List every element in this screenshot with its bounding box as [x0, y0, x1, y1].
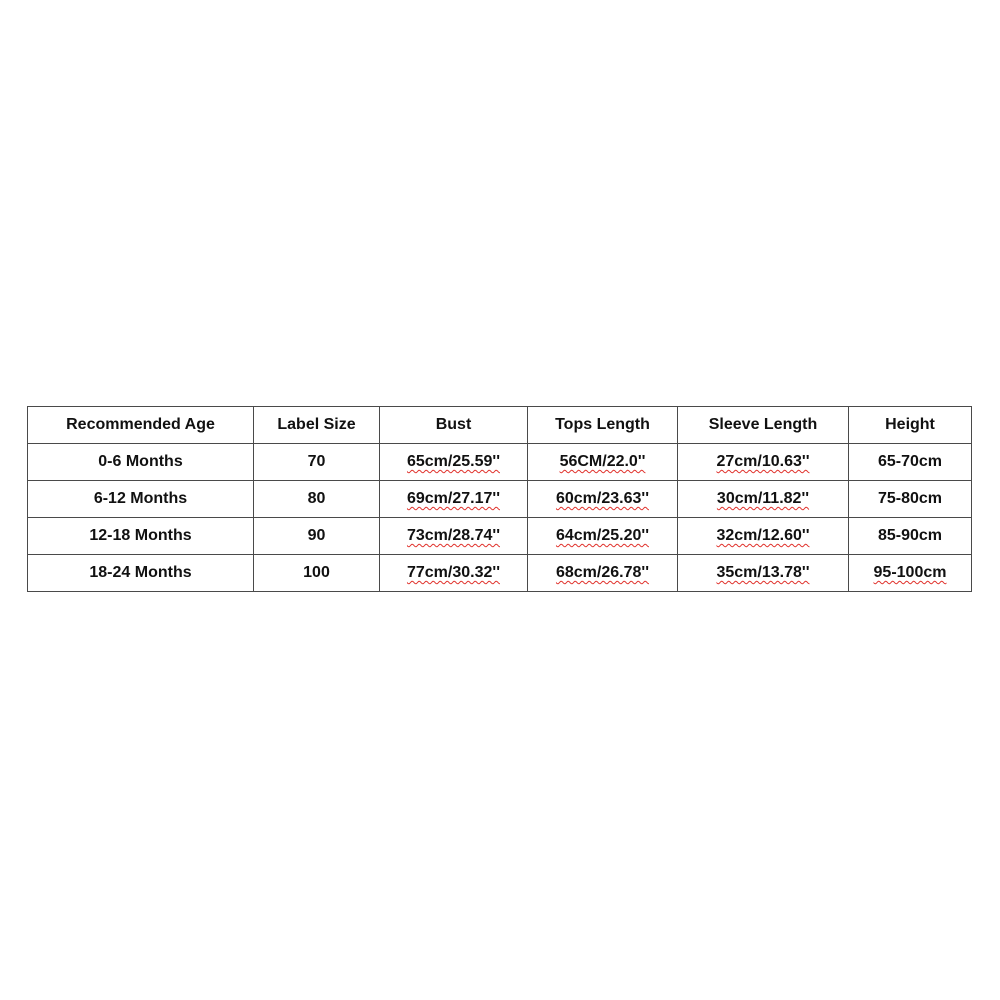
table-row	[28, 518, 972, 555]
cell-age: 6-12 Months	[28, 481, 254, 518]
cell-sleeve-length	[678, 555, 849, 592]
cell-label-size: 100	[254, 555, 380, 592]
header-bust: Bust	[380, 407, 528, 444]
cell-age: 0-6 Months	[28, 444, 254, 481]
header-recommended-age: Recommended Age	[28, 407, 254, 444]
cell-tops-length	[528, 555, 678, 592]
cell-height: 85-90cm	[849, 518, 972, 555]
cell-sleeve-length-text: 35cm/13.78''	[716, 564, 810, 581]
cell-bust	[380, 444, 528, 481]
cell-age: 18-24 Months	[28, 555, 254, 592]
cell-tops-length	[528, 518, 678, 555]
cell-sleeve-length	[678, 444, 849, 481]
table-row	[28, 481, 972, 518]
cell-sleeve-length	[678, 518, 849, 555]
header-tops-length: Tops Length	[528, 407, 678, 444]
cell-height-text: 95-100cm	[873, 564, 947, 581]
cell-tops-length	[528, 481, 678, 518]
cell-tops-length	[528, 444, 678, 481]
table-row	[28, 555, 972, 592]
cell-tops-length-text: 56CM/22.0''	[559, 453, 646, 470]
header-label-size: Label Size	[254, 407, 380, 444]
cell-bust	[380, 555, 528, 592]
cell-sleeve-length-text: 27cm/10.63''	[716, 453, 810, 470]
cell-label-size: 90	[254, 518, 380, 555]
cell-tops-length-text: 60cm/23.63''	[555, 490, 649, 507]
cell-label-size: 80	[254, 481, 380, 518]
cell-bust-text: 65cm/25.59''	[406, 453, 500, 470]
cell-sleeve-length-text: 30cm/11.82''	[716, 490, 810, 507]
cell-bust-text: 73cm/28.74''	[406, 527, 500, 544]
table-row	[28, 444, 972, 481]
cell-bust	[380, 481, 528, 518]
header-height: Height	[849, 407, 972, 444]
cell-height: 65-70cm	[849, 444, 972, 481]
cell-tops-length-text: 68cm/26.78''	[555, 564, 649, 581]
cell-bust	[380, 518, 528, 555]
cell-sleeve-length	[678, 481, 849, 518]
cell-bust-text: 77cm/30.32''	[406, 564, 500, 581]
cell-height	[849, 555, 972, 592]
cell-age: 12-18 Months	[28, 518, 254, 555]
cell-bust-text: 69cm/27.17''	[406, 490, 500, 507]
size-chart-table	[27, 406, 972, 592]
table-header-row	[28, 407, 972, 444]
cell-sleeve-length-text: 32cm/12.60''	[716, 527, 810, 544]
cell-label-size: 70	[254, 444, 380, 481]
header-sleeve-length: Sleeve Length	[678, 407, 849, 444]
cell-height: 75-80cm	[849, 481, 972, 518]
cell-tops-length-text: 64cm/25.20''	[555, 527, 649, 544]
